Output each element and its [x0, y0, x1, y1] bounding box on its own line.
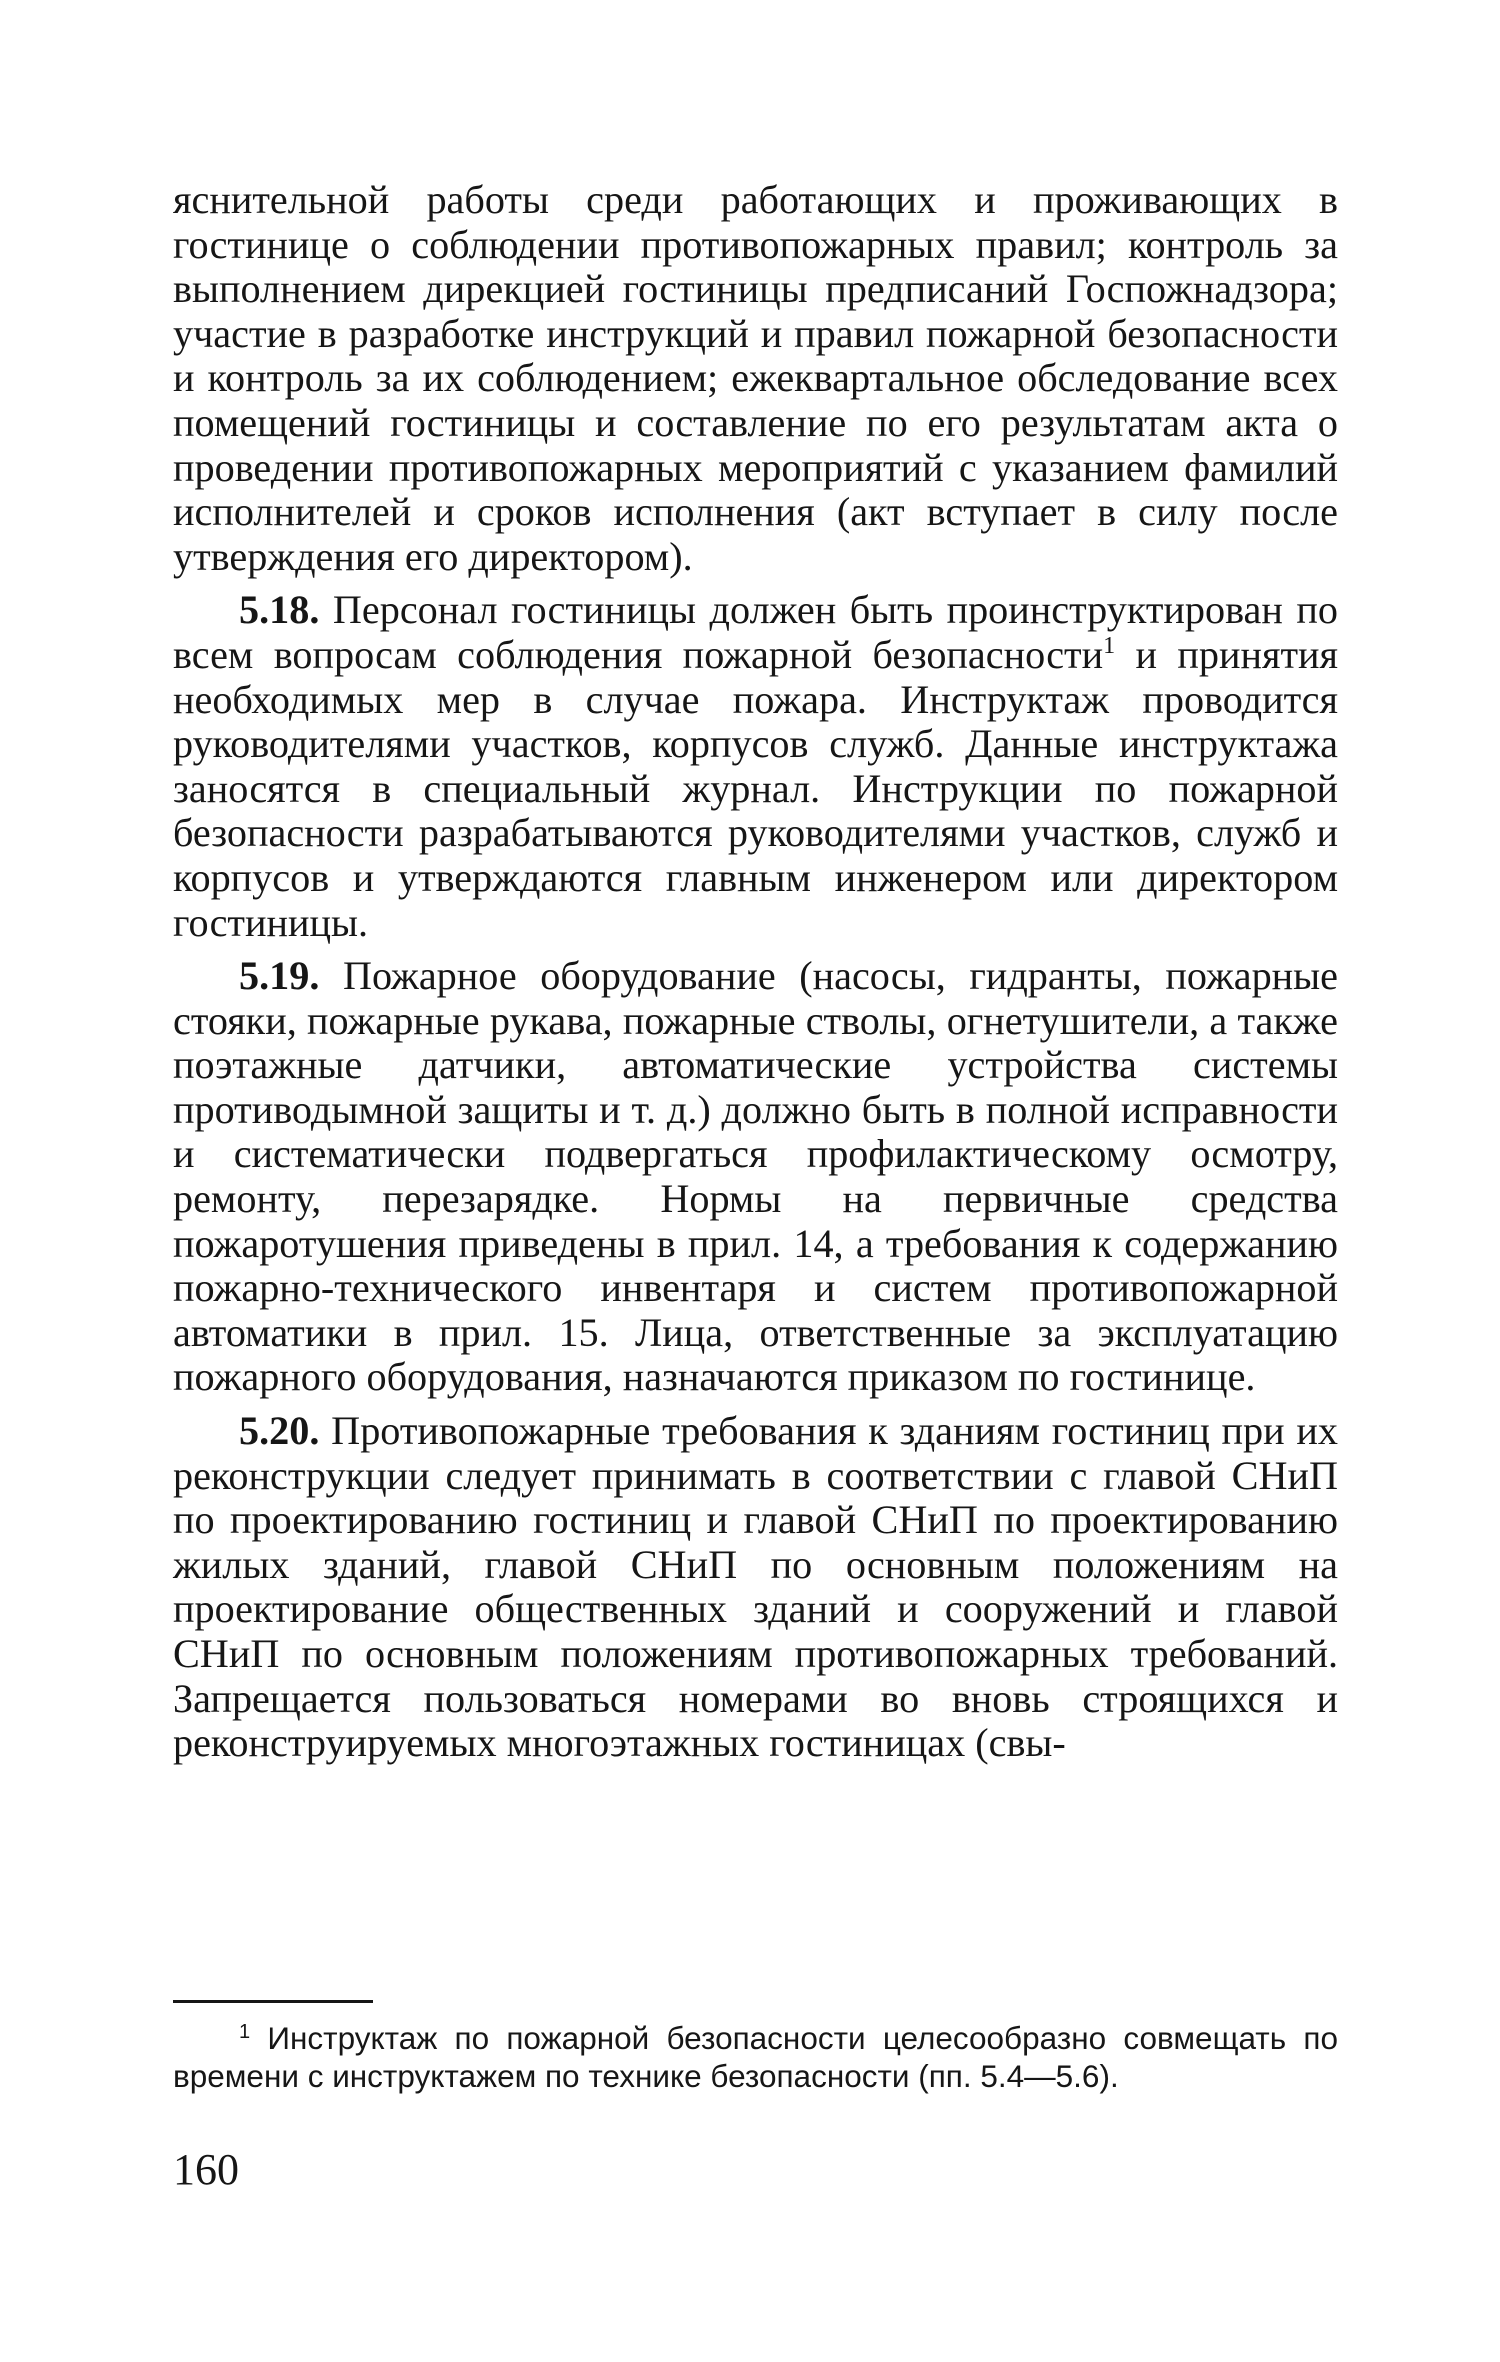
paragraph-continuation	[173, 178, 1338, 579]
footnote-divider	[173, 2000, 373, 2003]
paragraph-text: Пожарное оборудование (насосы, гидранты, пожарные стояки, пожарные рукава, пожарные стволы, огнетушители, а также поэтажные датчики, автоматические устройства системы противодымной защиты и т. д.) должно быть в полной исправности и систематически подвергаться профилактическому осмотру, ремонту, перезарядке. Нормы на первичные средства пожаротушения приведены в прил. 14, а требования к содержанию пожарно-технического инвентаря и систем противопожарной автоматики в прил. 15. Лица, ответственные за эксплуатацию пожарного оборудования, назначаются приказом по гостинице.	[173, 953, 1339, 1400]
footnote-text: Инструктаж по пожарной безопасности целесообразно совмещать по времени с инструктажем по технике безопасности (пп. 5.4—5.6).	[173, 2020, 1338, 2094]
section-5-18	[173, 588, 1338, 945]
section-number: 5.18.	[239, 587, 320, 633]
section-number: 5.19.	[239, 953, 320, 999]
paragraph-text: Противопожарные требования к зданиям гостиниц при их реконструкции следует принимать в соответствии с главой СНиП по проектированию гостиниц и главой СНиП по проектированию жилых зданий, главой СНиП по основным положениям на проектирование общественных зданий и сооружений и главой СНиП по основным положениям противопожарных требований. Запрещается пользоваться номерами во вновь строящихся и реконструируемых многоэтажных гостиницах (свы-	[173, 1408, 1338, 1766]
section-5-20	[173, 1409, 1338, 1766]
page-number: 160	[173, 2145, 239, 2194]
footnote	[173, 2020, 1338, 2095]
footnote-marker: 1	[239, 2021, 251, 2043]
paragraph-text: яснительной работы среди работающих и проживающих в гостинице о соблюдении противопожарных правил; контроль за выполнением дирекцией гостиницы предписаний Госпожнадзора; участие в разработке инструкций и правил пожарной безопасности и контроль за их соблюдением; ежеквартальное обследование всех помещений гостиницы и составление по его результатам акта о проведении противопожарных мероприятий с указанием фамилий исполнителей и сроков исполнения (акт вступает в силу после утверждения его директором).	[173, 177, 1338, 579]
section-number: 5.20.	[239, 1408, 320, 1454]
paragraph-text: Персонал гостиницы должен быть проинструктирован по всем вопросам соблюдения пожарной безопасности	[173, 587, 1338, 677]
page-body	[173, 178, 1338, 1766]
paragraph-text: и принятия необходимых мер в случае пожара. Инструктаж проводится руководителями участков, корпусов служб. Данные инструктажа заносятся в специальный журнал. Инструкции по пожарной безопасности разрабатываются руководителями участков, служб и корпусов и утверждаются главным инженером или директором гостиницы.	[173, 631, 1338, 945]
section-5-19	[173, 954, 1338, 1400]
footnote-reference: 1	[1103, 632, 1116, 659]
